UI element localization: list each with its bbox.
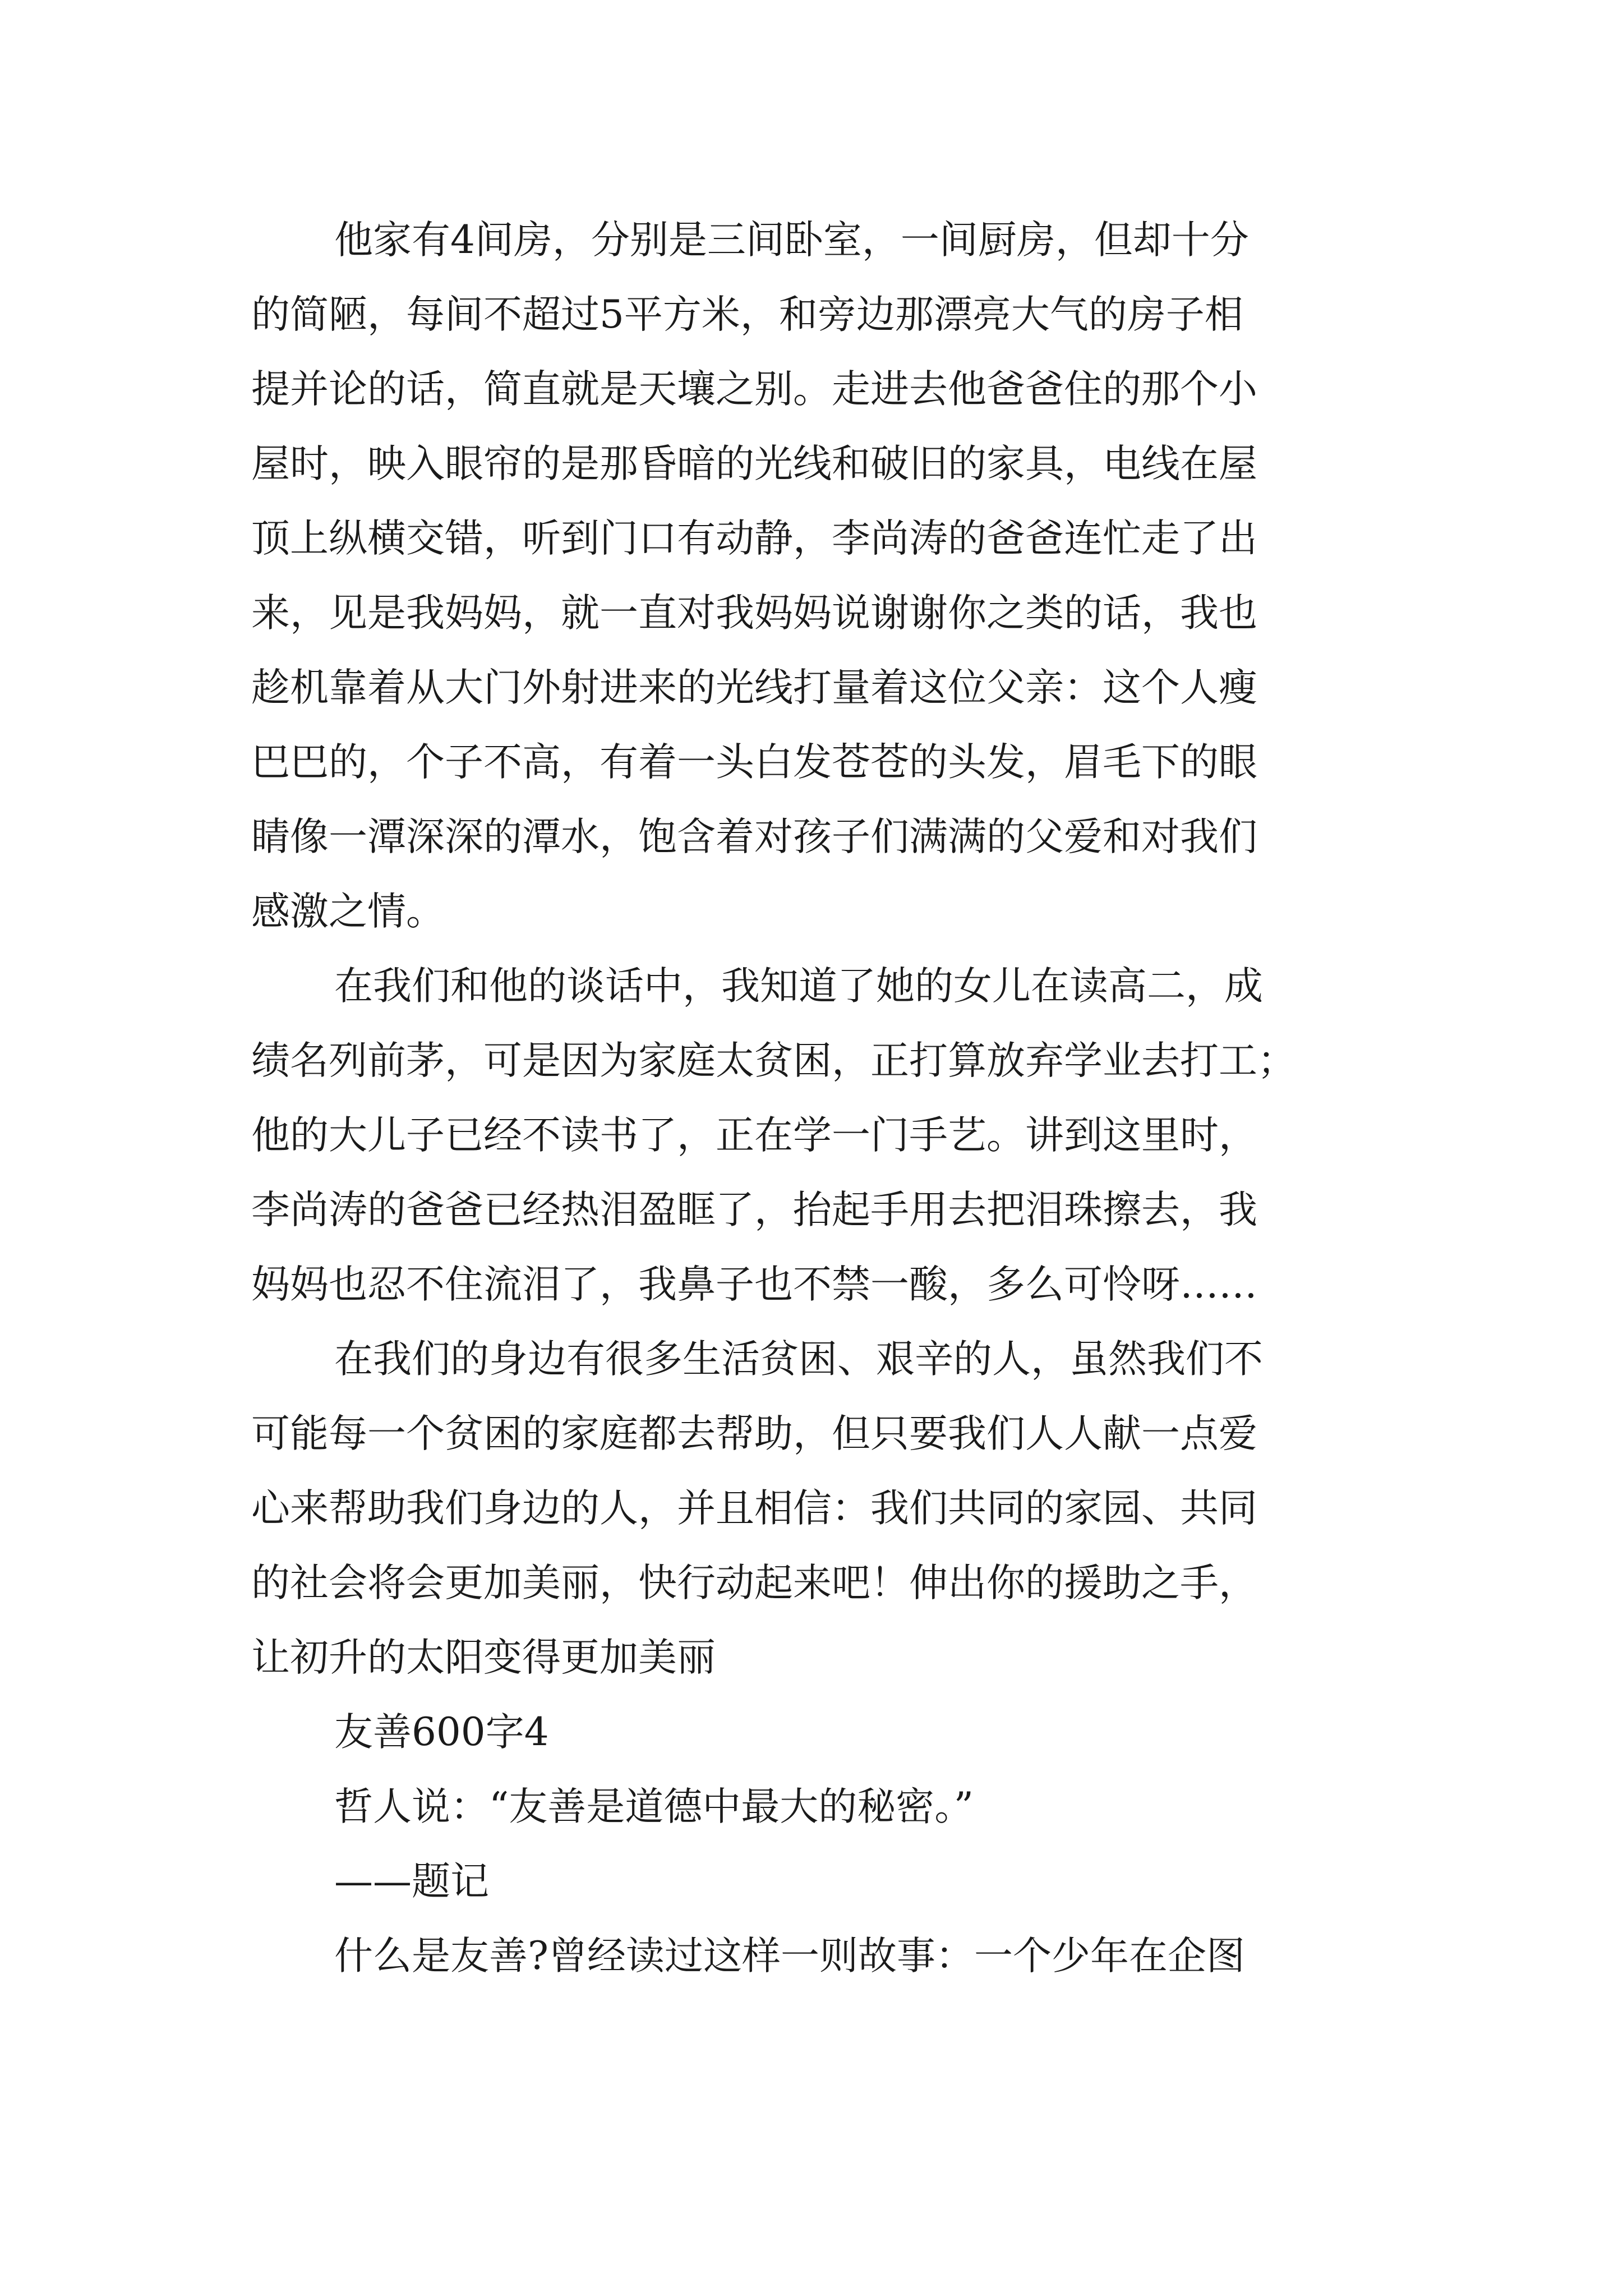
paragraph-line: 让初升的太阳变得更加美丽 <box>251 1635 716 1680</box>
paragraph-line: 可能每一个贫困的家庭都去帮助，但只要我们人人献一点爱 <box>251 1411 1257 1456</box>
section-heading: 友善600字4 <box>334 1710 549 1755</box>
paragraph-line: 他家有4间房，分别是三间卧室，一间厨房，但却十分 <box>334 218 1249 263</box>
document-body <box>251 212 1384 2003</box>
epigraph-quote: 哲人说：“友善是道德中最大的秘密。” <box>334 1784 974 1829</box>
paragraph-line: 在我们的身边有很多生活贫困、艰辛的人，虽然我们不 <box>334 1337 1263 1382</box>
paragraph-line: 屋时，映入眼帘的是那昏暗的光线和破旧的家具，电线在屋 <box>251 441 1257 486</box>
paragraph-line: 他的大儿子已经不读书了，正在学一门手艺。讲到这里时， <box>251 1113 1257 1158</box>
paragraph-line: 在我们和他的谈话中，我知道了她的女儿在读高二，成 <box>334 964 1263 1009</box>
paragraph-line: 睛像一潭深深的潭水，饱含着对孩子们满满的父爱和对我们 <box>251 815 1257 859</box>
paragraph-line: 的简陋，每间不超过5平方米，和旁边那漂亮大气的房子相 <box>251 292 1243 337</box>
paragraph-line: 提并论的话，简直就是天壤之别。走进去他爸爸住的那个小 <box>251 367 1257 412</box>
paragraph-line: 感激之情。 <box>251 889 445 934</box>
paragraph-line: 来，见是我妈妈，就一直对我妈妈说谢谢你之类的话，我也 <box>251 591 1257 636</box>
paragraph-line: 的社会将会更加美丽，快行动起来吧！伸出你的援助之手， <box>251 1561 1257 1605</box>
paragraph-line: 什么是友善?曾经读过这样一则故事：一个少年在企图 <box>334 1934 1245 1978</box>
paragraph-line: 心来帮助我们身边的人，并且相信：我们共同的家园、共同 <box>251 1486 1257 1531</box>
paragraph-line: 顶上纵横交错，听到门口有动静，李尚涛的爸爸连忙走了出 <box>251 516 1257 561</box>
paragraph-line: 巴巴的，个子不高，有着一头白发苍苍的头发，眉毛下的眼 <box>251 740 1257 785</box>
paragraph-line: 妈妈也忍不住流泪了，我鼻子也不禁一酸，多么可怜呀…… <box>251 1262 1257 1307</box>
paragraph-line: 李尚涛的爸爸已经热泪盈眶了，抬起手用去把泪珠擦去，我 <box>251 1188 1257 1232</box>
paragraph-line: 趁机靠着从大门外射进来的光线打量着这位父亲：这个人瘦 <box>251 665 1257 710</box>
epigraph-attribution: ——题记 <box>334 1859 489 1904</box>
paragraph-line: 绩名列前茅，可是因为家庭太贫困，正打算放弃学业去打工； <box>251 1038 1296 1083</box>
